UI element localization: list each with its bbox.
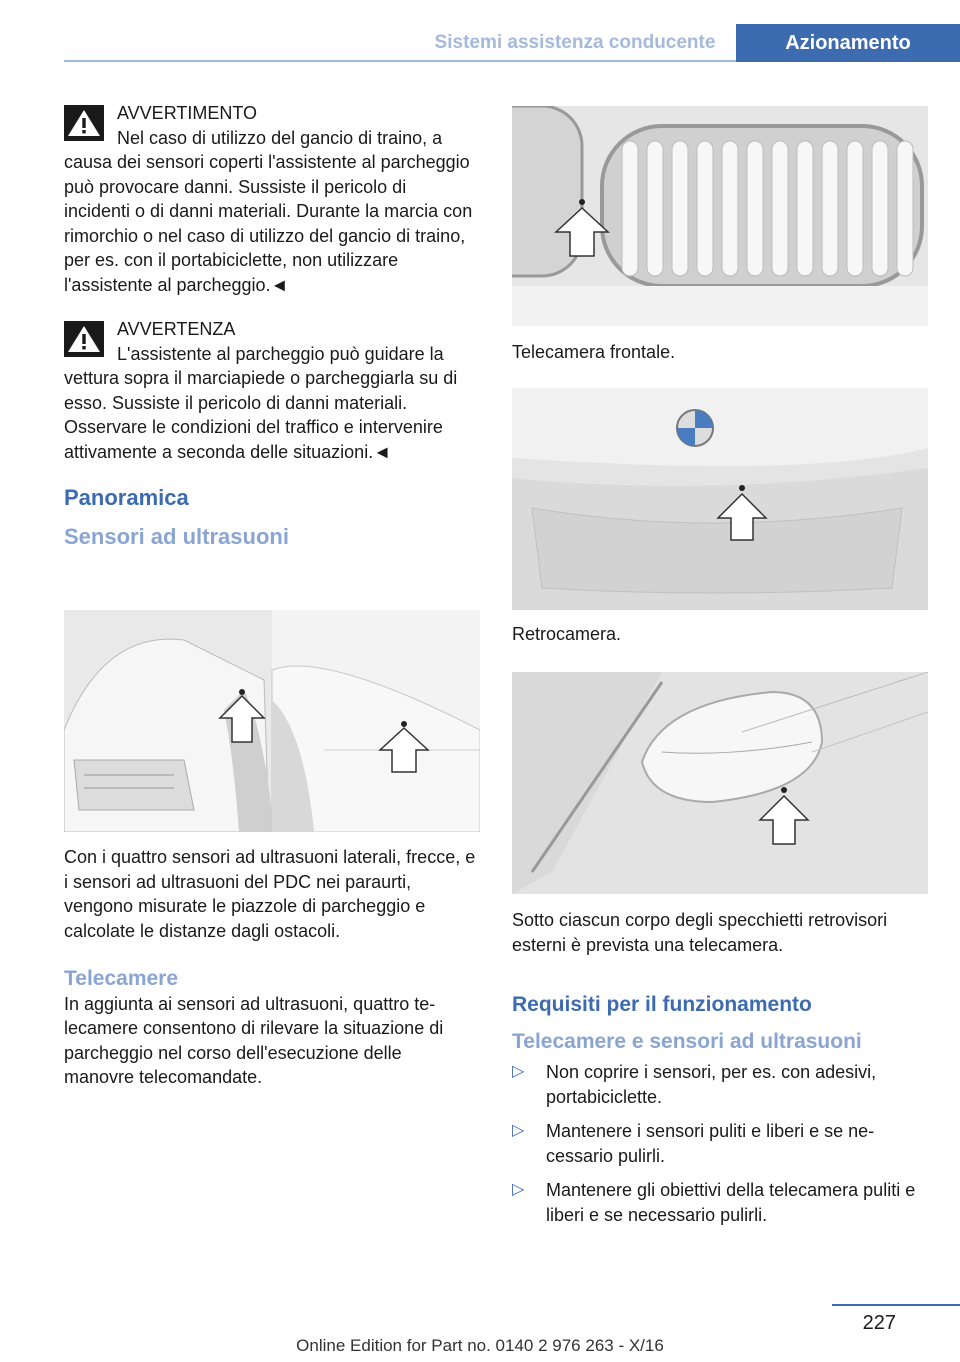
list-item xyxy=(512,1119,928,1168)
left-column-lower xyxy=(64,845,476,1090)
header-section-title: Sistemi assistenza conducente xyxy=(434,32,716,53)
telecamere-description: In aggiunta ai sensori ad ultrasuoni, quattro telecamere consentono di rilevare la situazione di parcheggio nel corso dell'esecuzione delle manovre telecomandate. xyxy=(64,993,444,1087)
footer-rule xyxy=(832,1304,960,1306)
right-column-text xyxy=(512,908,928,1237)
list-item xyxy=(512,1178,928,1227)
warning-text: Nel caso di utilizzo del gancio di traino, a causa dei sensori coperti l'assistente al parcheggio può provocare danni. Sussiste il pericolo di incidenti o di danni materiali. Durante la marcia con rimorchio o nel caso di utilizzo del gancio di traino, per es. con il portabiciclette, non utilizzare l'assistente al parcheggio.◄ xyxy=(64,127,473,295)
header-rule xyxy=(64,60,736,62)
page-header xyxy=(0,0,960,62)
footer-edition-text: Online Edition for Part no. 0140 2 976 263 - X/16 xyxy=(296,1336,664,1355)
heading-panoramica: Panoramica xyxy=(64,485,189,510)
heading-sensori: Sensori ad ultrasuoni xyxy=(64,523,289,549)
caption-front-camera: Telecamera frontale. xyxy=(512,342,676,362)
left-column xyxy=(64,101,476,549)
figure-rear-camera xyxy=(512,388,928,610)
list-item-text: Mantenere i sensori puliti e liberi e se necessario pulirli. xyxy=(546,1121,875,1166)
warning-block-2 xyxy=(64,317,476,464)
warning-block-1 xyxy=(64,101,476,297)
header-chapter-tab: Azionamento xyxy=(736,24,960,62)
list-marker-icon: ▷ xyxy=(512,1122,525,1139)
list-marker-icon: ▷ xyxy=(512,1181,525,1198)
page-number: 227 xyxy=(862,1312,896,1334)
heading-requisiti: Requisiti per il funzionamento xyxy=(512,993,812,1016)
sensori-description: Con i quattro sensori ad ultrasuoni laterali, frecce, e i sensori ad ultrasuoni del PDC nei paraurti, vengono misurate le piazzole di parcheggio e calcolate le distanze dagli ostacoli. xyxy=(64,847,476,941)
list-item xyxy=(512,1060,928,1109)
figure-mirror-camera xyxy=(512,672,928,894)
warning-triangle-icon xyxy=(64,105,104,141)
caption-rear-camera: Retrocamera. xyxy=(512,624,622,644)
warning-title: AVVERTENZA xyxy=(117,319,236,339)
warning-text: L'assistente al parcheggio può guidare la vettura sopra il marciapiede o parcheggiarla su di esso. Sussiste il pericolo di danni materiali. Osservare le condizioni del traffico e intervenire attivamente a seconda delle situazioni.◄ xyxy=(64,343,458,462)
figure-ultrasonic-sensors xyxy=(64,610,480,832)
heading-telecamere-sensori: Telecamere e sensori ad ultrasuoni xyxy=(512,1029,862,1053)
warning-triangle-icon xyxy=(64,321,104,357)
list-item-text: Mantenere gli obiettivi della telecamera puliti e liberi e se necessario pulirli. xyxy=(546,1180,916,1225)
list-item-text: Non coprire i sensori, per es. con adesivi, portabiciclette. xyxy=(546,1062,877,1107)
warning-title: AVVERTIMENTO xyxy=(117,103,258,123)
heading-telecamere: Telecamere xyxy=(64,967,179,990)
figure-front-camera xyxy=(512,106,928,326)
list-marker-icon: ▷ xyxy=(512,1063,525,1080)
caption-mirror-camera: Sotto ciascun corpo degli specchietti retrovisori esterni è prevista una telecamera. xyxy=(512,910,888,955)
requirements-list xyxy=(512,1060,928,1227)
